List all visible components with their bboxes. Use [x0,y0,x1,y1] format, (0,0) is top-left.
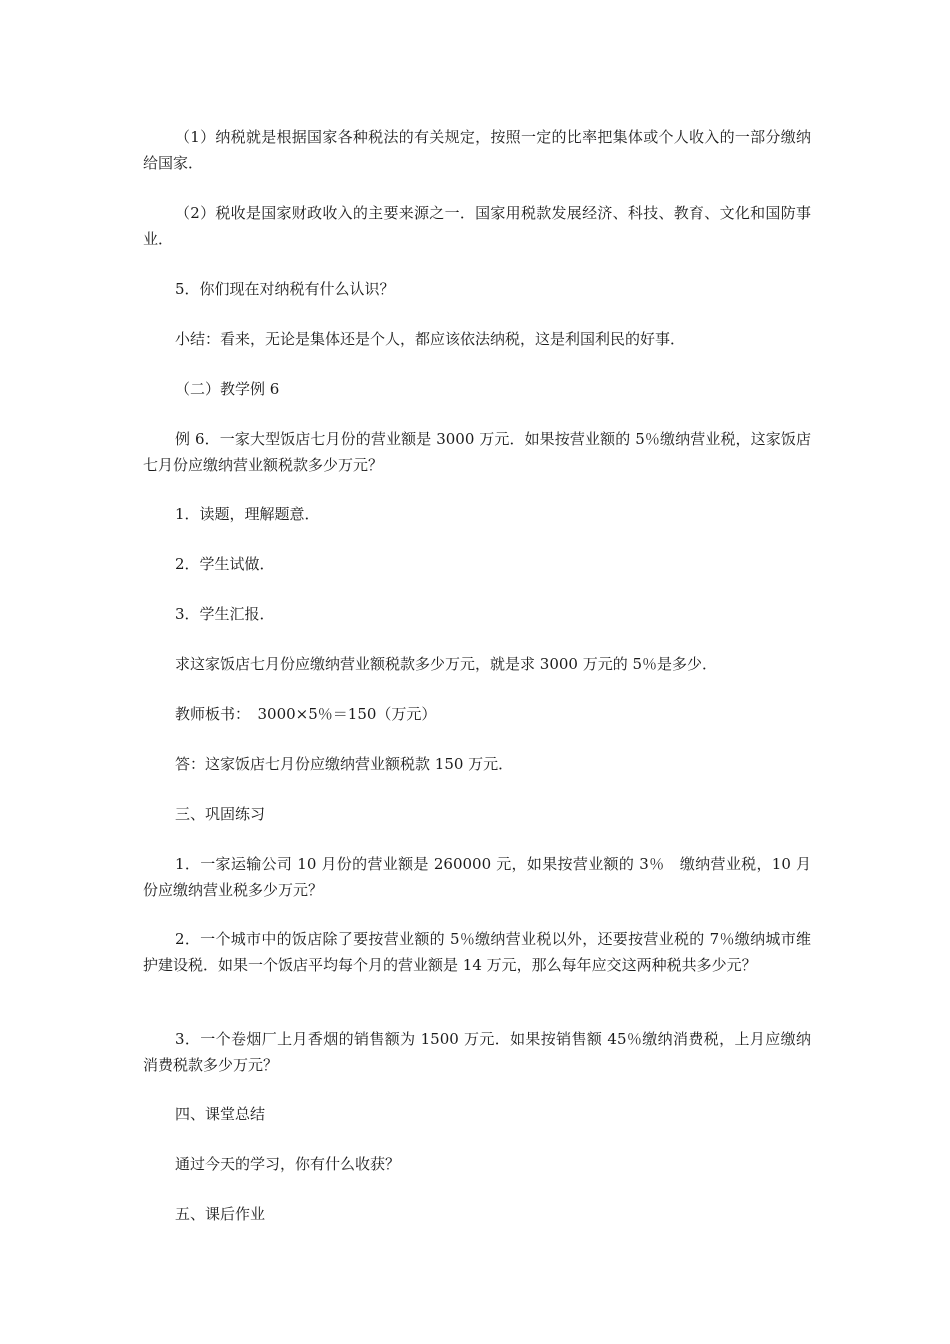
summary-paragraph: 小结：看来，无论是集体还是个人，都应该依法纳税，这是利国利民的好事． [175,330,686,348]
step-student-report: 3．学生汇报． [175,605,275,623]
step-read-problem: 1．读题，理解题意． [175,505,320,523]
practice-problem-1: 1．一家运输公司 10 月份的营业额是 260000 元，如果按营业额的 3％ 缴纳营业税，10 月份应缴纳营业税多少万元？ [143,855,811,899]
paragraph-tax-definition: （1）纳税就是根据国家各种税法的有关规定，按照一定的比率把集体或个人收入的一部分缴纳给国家． [143,128,811,172]
paragraph-tax-importance: （2）税收是国家财政收入的主要来源之一．国家用税款发展经济、科技、教育、文化和国防事业． [143,204,811,248]
solution-explanation: 求这家饭店七月份应缴纳营业额税款多少万元，就是求 3000 万元的 5％是多少． [175,655,718,673]
practice-problem-2: 2．一个城市中的饭店除了要按营业额的 5％缴纳营业税以外，还要按营业税的 7％缴纳城市维护建设税．如果一个饭店平均每个月的营业额是 14 万元，那么每年应交这两种税共多少元？ [143,930,811,974]
practice-problem-3: 3．一个卷烟厂上月香烟的销售额为 1500 万元．如果按销售额 45％缴纳消费税，上月应缴纳消费税款多少万元？ [143,1030,811,1074]
section-heading-practice: 三、巩固练习 [175,805,266,823]
section-heading-summary: 四、课堂总结 [175,1105,266,1123]
section-heading-homework: 五、课后作业 [175,1205,266,1223]
summary-question: 通过今天的学习，你有什么收获？ [175,1155,401,1173]
answer-paragraph: 答：这家饭店七月份应缴纳营业额税款 150 万元． [175,755,514,773]
step-student-try: 2．学生试做． [175,555,275,573]
teacher-board-calculation: 教师板书： 3000×5％＝150（万元） [175,705,437,723]
question-tax-understanding: 5．你们现在对纳税有什么认识？ [175,280,395,298]
section-heading-example-6: （二）教学例 6 [175,380,280,398]
example-6-problem: 例 6．一家大型饭店七月份的营业额是 3000 万元．如果按营业额的 5％缴纳营业税，这家饭店七月份应缴纳营业额税款多少万元？ [143,430,811,474]
